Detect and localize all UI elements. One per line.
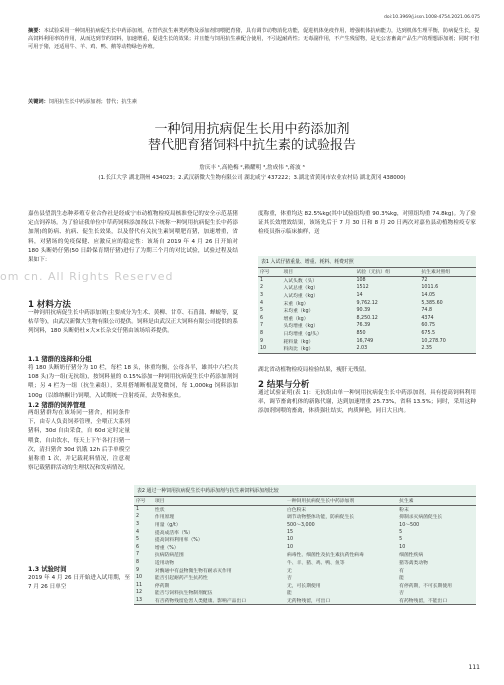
table-cell: 抑制杀灭病菌促生长	[399, 515, 443, 521]
table-row	[134, 536, 476, 544]
table-cell: 11	[136, 582, 143, 588]
table-row	[258, 322, 476, 330]
table-cell: 1	[136, 506, 140, 512]
table-cell: 16,749	[356, 338, 374, 344]
table-cell: 76.39	[356, 323, 371, 329]
table-cell: 头均增重（kg）	[283, 324, 319, 330]
table-2-header: 项目	[153, 497, 285, 506]
intro-paragraph: 嘉鱼县望凯生态种养殖专业合作社是经咸宁市动植物检疫局核准登记的安全示范基猪定点饲养场。为了验证我单位中草药饲料添加剂(以下统称一种饲用抗病促生长中药添加剂)的防病、抗病、促生长效果，以及替代有关抗生素饲喂肥育猪，加速增重，省料，对猪场的免疫保健、应激反应的稳定性：该场自 2019 年 4 月 26 日开始对 180 头断奶仔猪(50 日龄保育期仔猪)进行了为期三个月的对比试验，试验过程及结果如下：	[28, 211, 238, 264]
table-cell: 无	[287, 568, 292, 574]
after-table1-text: 湖北省动植物检疫局检验结果，瘦肝无残留。	[258, 367, 370, 373]
page-number: 111	[468, 664, 480, 671]
table-cell: 否	[399, 591, 404, 597]
table-cell: 10,278.70	[421, 338, 446, 344]
table-2-header: 一种饲用抗病促生长中药添加剂	[285, 497, 397, 506]
table-1-header: 序号	[258, 268, 281, 277]
table-row	[134, 582, 476, 590]
table-cell: 无药物残留，可出口	[285, 597, 397, 605]
table-cell: 提高成活率（%）	[154, 530, 194, 536]
table-row	[134, 559, 476, 567]
table-cell: 8,250.12	[356, 315, 378, 321]
table-cell: 无，可长期使用	[287, 583, 321, 589]
subsection-1-2-paragraph: 两组猪群均在该场同一猪舍，相同条件下，由专人负责饲养管理，全喂正大系列猪料，30d 自由采食，自 60d 定时定量喂食，自由饮水，每天上下午各打扫猪一次，清扫猪舍 30d 饥饿 12h 后手单模空量称重 1 次，并记载耗料情况，注意观察记载猪群活动的生理状况和发病情况。	[28, 410, 130, 472]
right-intro-paragraph: 度称重，体重均达 82.5%kg(其中试验组均重 90.3%kg，对照组均重 74.8kg)。为了验证其长效增效结果，该场先后于 7 月 30 日和 8 月 20 日两次对嘉鱼县动植物检疫专家检疫员指示临床抽样，送	[258, 211, 476, 236]
table-row	[258, 330, 476, 338]
table-1-header: 项目	[281, 268, 354, 277]
table-cell: 作用原理	[154, 515, 175, 521]
table-cell: 入试头数（头）	[283, 278, 318, 284]
table-cell: 提高饲料利用率（%）	[154, 538, 203, 544]
table-cell: 入试均重（kg）	[283, 294, 319, 300]
doi: doi:10.3969/j.issn.1008-4754.2021.06.075	[384, 15, 480, 20]
table-cell: 能否与饲料抗生物制剂配伍	[154, 591, 213, 597]
abstract-text: 本试验采用一种饲用抗病促生长中药添加剂，在替代抗生素类药物及添加剂饲喂肥育猪，具有调节动物消化功能，促进机体免疫作用，增强机体抗病能力，达到机体生理平衡，防病促生长，提高饲料利用率的作用，从而达到节约饲料，加速增重，促进生长的效果；并且能与饲用抗生素配合使用，不引起耐药性；无毒副作用，不产生残留物，是无公害畜禽产品生产的理想添加剂；同时不但可用于猪，还适用牛、羊、鸡、鸭、鹅等动物绿色养殖。	[28, 28, 480, 50]
table-row	[134, 528, 476, 536]
table-cell: 耗料量（kg）	[283, 339, 314, 345]
table-cell: 9,762.12	[356, 300, 378, 306]
table-cell: 否	[287, 576, 292, 582]
table-cell: 停药期	[154, 583, 170, 589]
keywords-label: 关键词：	[28, 99, 49, 105]
section-heading-1: 1 材料方法	[28, 300, 71, 310]
table-cell: 适用动物	[154, 561, 175, 567]
table-cell: 4	[260, 300, 264, 306]
table-cell: 1	[260, 277, 264, 283]
table-2-header: 序号	[134, 497, 153, 506]
table-cell: 料肉比（kg）	[281, 345, 354, 353]
table-row	[258, 284, 476, 292]
table-cell: 14.05	[421, 293, 436, 299]
table-cell: 2.03	[354, 345, 419, 353]
table-cell: 7	[260, 323, 264, 329]
table-cell: 12	[136, 590, 143, 596]
table-cell: 10	[399, 544, 406, 550]
table-row	[134, 521, 476, 529]
table-cell: 60.75	[421, 323, 436, 329]
table-2	[134, 485, 476, 605]
table-cell: 7	[136, 552, 140, 558]
table-cell: 15	[287, 529, 294, 535]
table-cell: 2	[136, 514, 140, 520]
table-cell: 3	[260, 293, 264, 299]
table-cell: 8	[260, 331, 264, 337]
table-cell: 增重（%）	[154, 545, 179, 551]
table-cell: 有否药物残留危害人类健康、影响产品出口	[153, 597, 285, 605]
table-cell: 72	[421, 277, 428, 283]
table-cell: 4374	[421, 315, 434, 321]
table-row	[134, 589, 476, 597]
table-cell: 调节动物整体功能，防病促生长	[287, 515, 355, 521]
table-cell: 有药物残留，不能出口	[397, 597, 476, 605]
table-cell: 2	[260, 285, 264, 291]
keywords-text: 饲用抗生长中药添加剂；替代；抗生素	[48, 99, 137, 105]
table-1-caption: 表1 入试仔猪重量、增重、耗料、耗费对照	[261, 259, 354, 265]
table-cell: 5	[136, 537, 140, 543]
section2-paragraph: 通过试验证明(表 1)：无抗组由单一种饲用抗病促生长中药添加剂，具有提高饲料利用率，调节畜禽机体的新陈代谢，达到加速增重 25.73%，省料 13.5%；同时，采用这种添加剂饲喂的畜禽，体质强壮结实，肉质鲜艳，同日大且肉。	[258, 390, 476, 415]
table-cell: 增重（kg）	[283, 316, 309, 322]
table-cell: 8	[136, 560, 140, 566]
table-cell: 对酶通中有益物微生物有耐杀灭作用	[154, 568, 232, 574]
table-row	[134, 597, 476, 605]
table-cell: 5,385.60	[421, 300, 443, 306]
table-row	[134, 574, 476, 582]
watermark: om cn. All Rights Reserved	[0, 270, 174, 283]
table-cell: 1011.6	[421, 285, 439, 291]
table-cell: 6	[260, 315, 264, 321]
table-cell: 病毒性、细菌性及抗生素抗药性病毒	[287, 553, 364, 559]
table-cell: 能否引起耐药产生抗药性	[154, 576, 208, 582]
table-row	[258, 345, 476, 353]
table-cell: 10	[136, 575, 143, 581]
table-cell: 粉末	[399, 507, 409, 513]
table-row	[258, 337, 476, 345]
table-cell: 入试总重（kg）	[283, 286, 319, 292]
table-1-body	[258, 276, 476, 353]
table-row	[258, 307, 476, 315]
table-cell: 10	[287, 537, 294, 543]
subheading-1-3: 1.3 试验时间	[28, 566, 67, 573]
table-cell: 抗病防病范围	[154, 553, 184, 559]
table-cell: 用量（g/t）	[154, 523, 181, 529]
table-cell: 500～3,000	[287, 523, 315, 529]
table-row	[134, 513, 476, 521]
table-row	[258, 292, 476, 300]
keywords	[28, 98, 480, 106]
authors: 詹庆丰 ¹,高艳梅 ²,赖耀明 ³,詹成伟 ³,蒋波 ³	[199, 165, 305, 171]
table-cell: 白色粉末	[287, 507, 307, 513]
table-cell: 74.8	[421, 308, 433, 314]
table-1	[258, 256, 476, 354]
table-row	[134, 566, 476, 574]
table-cell: 5	[399, 529, 403, 535]
table-cell: 2.35	[419, 345, 476, 353]
table-cell: 3	[136, 522, 140, 528]
table-cell: 1512	[356, 285, 369, 291]
table-cell: 有	[399, 568, 404, 574]
subheading-1-1: 1.1 猪群的选择和分组	[28, 356, 92, 363]
table-row	[134, 505, 476, 513]
table-1-header: 抗生素对照组	[419, 268, 476, 277]
table-cell: 9	[260, 338, 264, 344]
table-cell: 能	[399, 576, 404, 582]
paper-title-line1: 一种饲用抗病促生长用中药添加剂	[154, 122, 350, 137]
table-cell: 90.39	[356, 308, 371, 314]
table-cell: 6	[136, 544, 140, 550]
table-cell: 108	[356, 277, 366, 283]
table-cell: 850	[356, 331, 366, 337]
table-cell: 5	[260, 308, 264, 314]
subsection-1-1-paragraph: 将 180 头断奶仔猪分为 10 栏，每栏 18 头，体重均衡，公母各半，雄其中六栏(共 108 头)为一组(无抗组)，按饲料量的 0.15%添加一种饲用抗病促生长中药添加剂饲喂；另 4 栏为一组（抗生素组），采用搭埔断根混宽微饲，每 1,000kg 饲料添加 100g（以维纳酮计)饲喂，入试期统一注射疫苗，去势和驱虫。	[28, 365, 238, 399]
affiliation: (1.长江大学 湖北荆州 434023；2.武汉新微大生物有限公司 湖北咸宁 437222；3.湖北省黄冈市农业农村局 湖北黄冈 438000)	[98, 175, 406, 181]
table-cell: 日均增重（g/头）	[283, 332, 322, 338]
subsection-1-3-paragraph: 2019 年 4 月 26 日开始进入试用期，至 7 月 26 日单空	[28, 575, 130, 591]
table-1-header: 试验（无抗）组	[354, 268, 419, 277]
table-cell: 末均重（kg）	[283, 309, 314, 315]
table-cell: 末重（kg）	[283, 301, 309, 307]
table-row	[258, 315, 476, 323]
table-2-header: 抗生素	[397, 497, 476, 506]
section1-paragraph: 一种饲用抗病促生长中药添加剂(主要成分为生术、黄柳、甘草、石菖蒲、蝉蜕等，夏枯草等)，由武汉新微大生物有限公司提供。饲料是由武汉正大饲料有限公司提供的系列饲料，180 头断奶杜×大×长杂交仔猪由该场培养提供。	[28, 310, 238, 335]
abstract	[28, 27, 480, 51]
section-heading-2: 2 结果与分析	[258, 380, 310, 390]
table-cell: 5	[399, 537, 403, 543]
table-cell: 细菌性疾病	[399, 553, 424, 559]
abstract-label: 摘要：	[28, 28, 44, 34]
table-cell: 10～500	[399, 523, 420, 529]
table-row	[258, 299, 476, 307]
paper-title-line2: 替代肥育猪饲料中抗生素的试验报告	[147, 138, 356, 153]
table-cell: 4	[136, 529, 140, 535]
table-row	[258, 276, 476, 284]
table-row	[134, 544, 476, 552]
table-cell: 14	[356, 293, 363, 299]
table-2-caption: 表2 通过一种饲用抗病促生长中药添加剂与抗生素饲料添加剂比较	[137, 488, 279, 494]
table-cell: 13	[134, 597, 153, 605]
table-cell: 猪等禽类动物	[399, 561, 428, 567]
table-cell: 性状	[154, 507, 165, 513]
table-cell: 能	[287, 591, 292, 597]
table-2-body	[134, 505, 476, 605]
table-cell: 9	[136, 567, 140, 573]
subheading-1-2: 1.2 猪群的饲养管理	[28, 402, 86, 409]
table-row	[134, 551, 476, 559]
table-cell: 牛、羊、猪、鸡、鸭、鱼等	[287, 561, 345, 567]
table-cell: 有停药期，不可长期使用	[399, 583, 452, 589]
table-cell: 10	[258, 345, 281, 353]
table-cell: 10	[287, 544, 294, 550]
table-cell: 675.5	[421, 331, 436, 337]
